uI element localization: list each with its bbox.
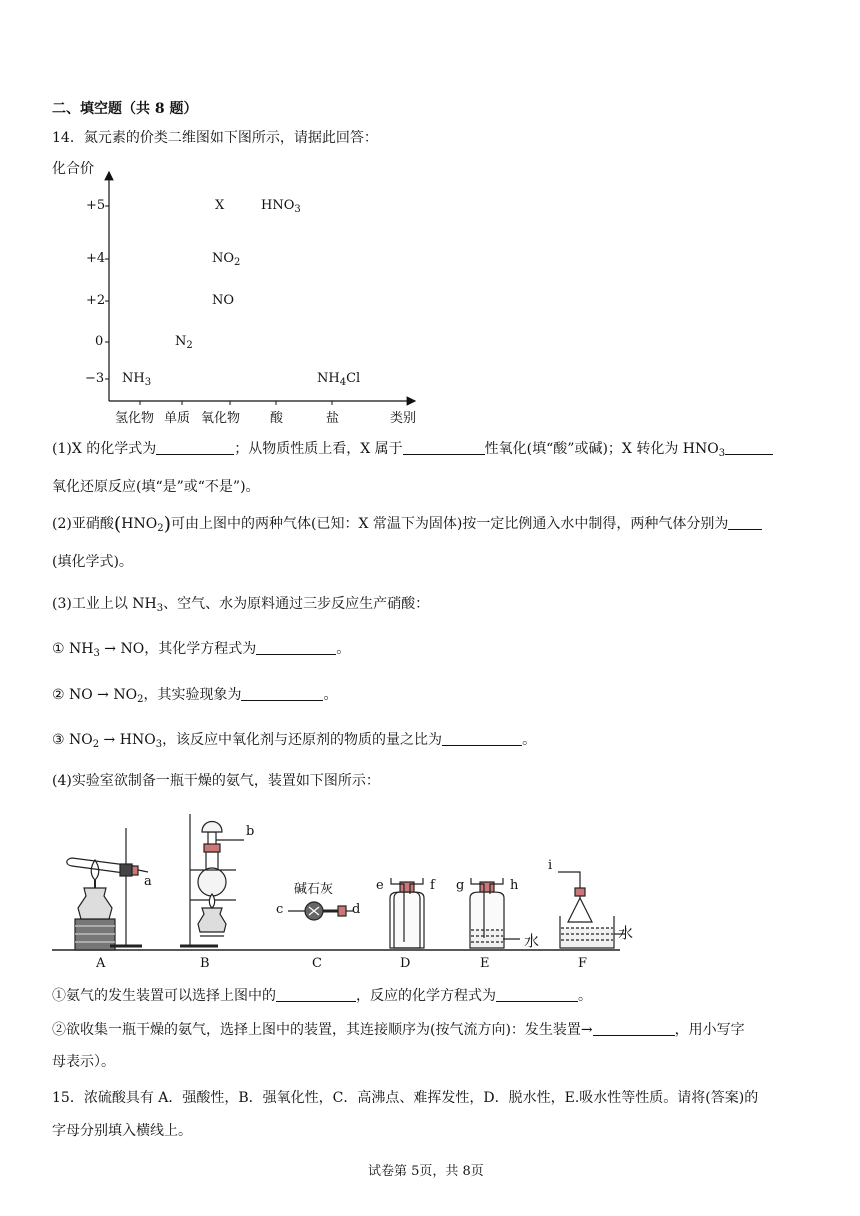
- port-label-b: b: [246, 824, 255, 839]
- question-15-line1: 15．浓硫酸具有 A．强酸性，B．强氧化性，C．高沸点、难挥发性，D．脱水性，E.吸水性等性质。请将(答案)的: [52, 1090, 759, 1106]
- answer-blank[interactable]: [496, 987, 578, 1002]
- port-label-a: a: [144, 874, 152, 889]
- point-n2: $N_2$: [175, 334, 193, 351]
- page-footer: 试卷第 5页，共 8页: [368, 1164, 484, 1179]
- port-label-g: g: [456, 878, 465, 893]
- point-nh3: $NH_3$: [122, 371, 152, 388]
- q14-part2-line2: (填化学式)。: [52, 554, 133, 570]
- answer-blank[interactable]: [728, 515, 762, 530]
- q14-part3-intro: (3)工业上以 $NH_3$、空气、水为原料通过三步反应生产硝酸：: [52, 596, 430, 614]
- port-label-f: f: [430, 878, 435, 893]
- y-tick-label: −3: [85, 371, 105, 386]
- q14-part1-line1: (1)X 的化学式为 ；从物质性质上看，X 属于 性氧化(填“酸”或碱)；X 转化为 $HNO_3$: [52, 440, 773, 458]
- water-label-e: 水: [524, 932, 540, 950]
- apparatus-name-a: A: [96, 956, 106, 971]
- apparatus-name-d: D: [400, 956, 411, 971]
- apparatus-b: [180, 814, 244, 946]
- apparatus-a: [67, 828, 148, 950]
- q14-part4-intro: (4)实验室欲制备一瓶干燥的氨气，装置如下图所示：: [52, 773, 380, 789]
- x-tick-label: 氧化物: [201, 411, 241, 426]
- x-tick-label: 盐: [326, 411, 340, 426]
- answer-blank[interactable]: [256, 640, 336, 655]
- q14-step3: ③ $NO_2 \to HNO_3$，该反应中氧化剂与还原剂的物质的量之比为 。: [52, 732, 537, 750]
- q14-part4-item2-cont: 母表示）。: [52, 1054, 115, 1070]
- valence-class-chart: [40, 150, 440, 430]
- y-tick-label: +5: [86, 198, 106, 213]
- q14-part2-line1: (2)亚硝酸$(HNO_2)$可由上图中的两种气体(已知：X 常温下为固体)按一定比例通入水中制得，两种气体分别为: [52, 515, 762, 533]
- point-no2: $NO_2$: [212, 251, 241, 268]
- apparatus-c: [288, 902, 354, 920]
- q14-part4-item2: ②欲收集一瓶干燥的氨气，选择上图中的装置，其连接顺序为(按气流方向)：发生装置→ ，用小写字: [52, 1022, 745, 1038]
- water-label-f: 水: [618, 924, 634, 942]
- point-hno3: $HNO_3$: [261, 198, 301, 215]
- apparatus-name-c: C: [312, 956, 322, 971]
- port-label-e: e: [376, 878, 384, 893]
- y-axis-title: 化合价: [52, 161, 94, 177]
- q14-part4-item1: ①氨气的发生装置可以选择上图中的 ，反应的化学方程式为 。: [52, 988, 592, 1004]
- apparatus-drawing: [48, 808, 648, 974]
- apparatus-d: [390, 878, 424, 948]
- question-15-line2: 字母分别填入横线上。: [52, 1123, 192, 1139]
- answer-blank[interactable]: [593, 1021, 675, 1036]
- point-no: NO: [212, 293, 235, 308]
- apparatus-name-e: E: [480, 956, 490, 971]
- answer-blank[interactable]: [442, 731, 522, 746]
- q14-part1-line2: 氧化还原反应(填“是”或“不是”)。: [52, 479, 260, 495]
- answer-blank[interactable]: [725, 440, 773, 455]
- x-axis-title: 类别: [390, 411, 417, 426]
- answer-blank[interactable]: [276, 987, 356, 1002]
- y-tick-label: +4: [86, 251, 106, 266]
- port-label-i: i: [548, 858, 553, 873]
- apparatus-f: [558, 872, 626, 948]
- y-tick-label: +2: [86, 293, 106, 308]
- answer-blank[interactable]: [403, 440, 485, 455]
- q14-step2: ② NO → $NO_2$，其实验现象为 。: [52, 687, 338, 705]
- answer-blank[interactable]: [156, 440, 234, 455]
- answer-blank[interactable]: [241, 686, 323, 701]
- point-nh4cl: $NH_4Cl$: [317, 371, 361, 388]
- question-14-intro: 14．氮元素的价类二维图如下图所示，请据此回答：: [52, 130, 378, 146]
- chart-axes: [40, 150, 440, 430]
- x-tick-label: 氢化物: [115, 411, 155, 426]
- y-tick-label: 0: [95, 334, 104, 349]
- apparatus-name-f: F: [578, 956, 588, 971]
- port-label-h: h: [510, 878, 519, 893]
- section-title: 二、填空题（共 8 题）: [52, 101, 198, 117]
- x-tick-label: 单质: [164, 411, 191, 426]
- x-tick-label: 酸: [270, 411, 284, 426]
- port-label-d: d: [352, 902, 361, 917]
- apparatus-name-b: B: [200, 956, 210, 971]
- apparatus-figure: [48, 808, 648, 974]
- point-x: X: [215, 198, 225, 213]
- port-label-c: c: [276, 902, 284, 917]
- q14-step1: ① $NH_3$ → NO，其化学方程式为 。: [52, 641, 351, 659]
- soda-lime-label: 碱石灰: [294, 882, 334, 897]
